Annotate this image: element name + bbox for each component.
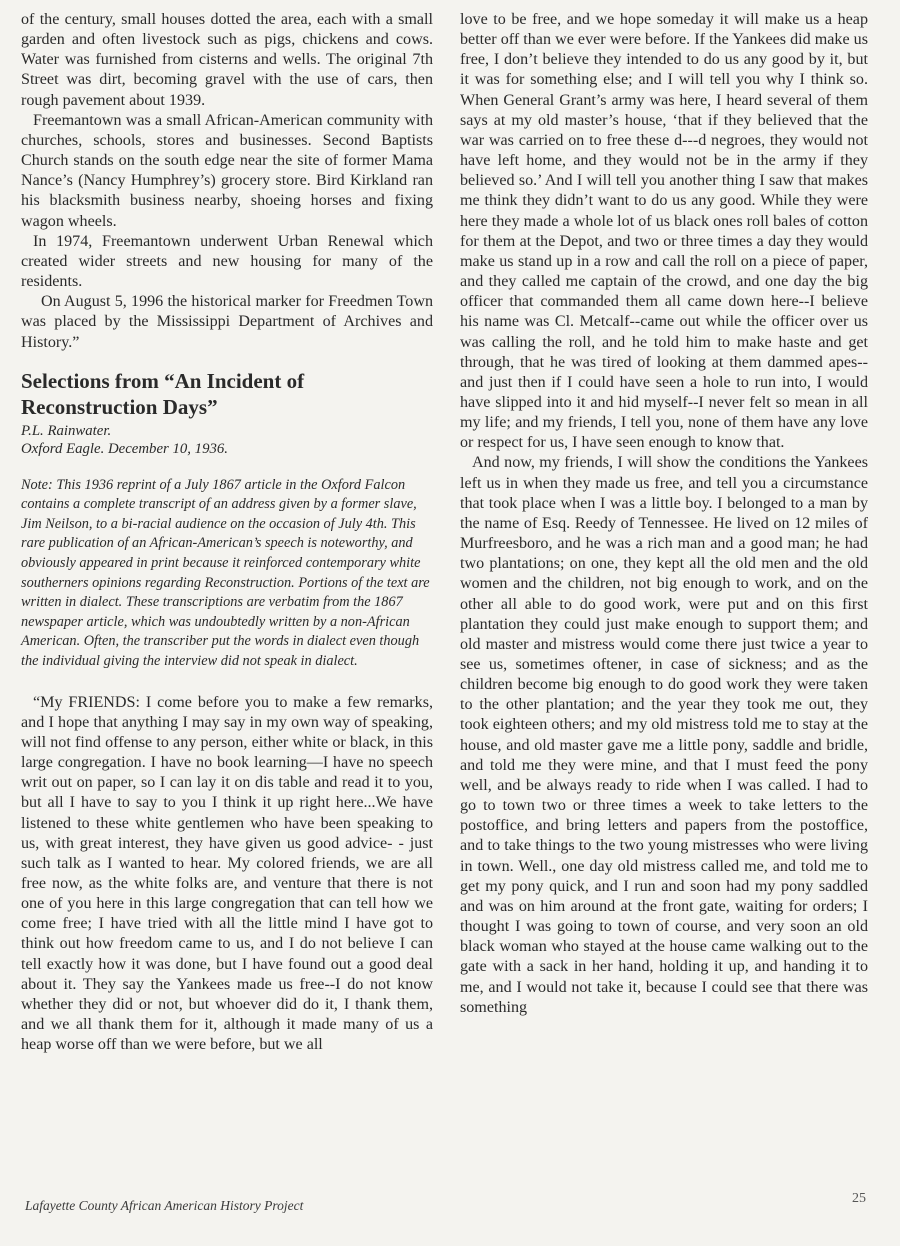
paragraph: In 1974, Freemantown underwent Urban Renewal which created wider streets and new housing for many of the residents. — [21, 232, 433, 291]
paragraph: And now, my friends, I will show the conditions the Yankees left us in when they made us free, and tell you a circumstance that took place when I was a little boy. I belonged to a man by the name of Esq. Reedy of Tennessee. He lived on 12 miles of Murfreesboro, and he was a rich man and a good man; he had two plantations; on one, they kept all the old men and the old women and the children, not big enough to work, and on the other all able to do good work, were put and on this first plantation they could just make enough to support them; and old master and mistress would come there just twice a year to see us, sometimes oftener, in case of sickness; and as the children become big enough to do good work they were taken to the other plantation; and the year they took me out, they took eighteen others; and my old mistress told me to stay at the house, and old master gave me a little pony, saddle and bridle, and told me they were mine, and that I must feed the pony well, and be always ready to ride when I was called. I had to go to town two or three times a week to take letters to the postoffice, and bring letters and papers from the postoffice, and to take things to the two young mistresses who were living in town. Well., one day old mistress called me, and told me to get my pony quick, and I run and soon had my pony saddled and was on him around at the front gate, waiting for orders; I thought I was going to town of course, and very soon an old black woman who stayed at the house came walking out to the gate with a sack in her hand, holding it up, and handing it to me, and I would not take it, because I could see that there was something — [460, 454, 868, 1016]
byline-source: Oxford Eagle. December 10, 1936. — [21, 440, 228, 457]
editor-note: Note: This 1936 reprint of a July 1867 article in the Oxford Falcon contains a complete transcript of an address given by a former slave, Jim Neilson, to a bi-racial audience on the occasion of July 4th. This rare publication of an African-American’s speech is noteworthy, and obviously appeared in print because it reinforced contemporary white southerners opinions regarding Reconstruction. Portions of the text are written in dialect. These transcriptions are verbatim from the 1867 newspaper article, which was undoubtedly written by a non-African American. Often, the transcriber put the words in dialect even though the individual giving the interview did not speak in dialect. — [21, 476, 430, 669]
paragraph: of the century, small houses dotted the area, each with a small garden and often livestock such as pigs, chickens and cows. Water was furnished from cisterns and wells. The original 7th Street was dirt, becoming gravel with the use of cars, then rough pavement about 1939. — [21, 11, 433, 109]
paragraph: Freemantown was a small African-American community with churches, schools, stores and businesses. Second Baptists Church stands on the south edge near the site of former Mama Nance’s (Nancy Humphrey’s) grocery store. Bird Kirkland ran his blacksmith business nearby, shoeing horses and fixing wagon wheels. — [21, 111, 433, 230]
byline — [21, 422, 433, 458]
footer-project-title: Lafayette County African American History Project — [25, 1198, 304, 1213]
paragraph: On August 5, 1996 the historical marker for Freedmen Town was placed by the Mississippi Department of Archives and History.” — [21, 293, 433, 351]
left-column — [21, 10, 433, 1055]
paragraph: love to be free, and we hope someday it will make us a heap better off than we ever were before. If the Yankees did make us free, I don’t believe they intended to do us any good by it, but it was for something else; and I will tell you why I think so. When General Grant’s army was here, I heard several of them says at my old master’s house, ‘that if they believed that the war was carried on to free these d---d negroes, they would not have left home, and they would not be in the army if they believed so.’ And I will tell you another thing I saw that makes me think they didn’t want to do us any good. While they were here they made a whole lot of us black ones roll bales of cotton for them at the Depot, and two or three times a day they would make us stand up in a row and call the roll on a piece of paper, and they called me captain of the crowd, and one day the big officer that commanded them all came down here--I believe his name was Cl. Metcalf--came out while the officer over us was calling the roll, and he told him to make haste and get through, that he was tired of looking at them dammed apes--and just then if I could have seen a hole to run into, I would have slipped into it and hid myself--I never felt so mean in all my life; and my friends, I tell you, none of them have any love or respect for us, I have seen enough to know that. — [460, 11, 868, 452]
page-number: 25 — [852, 1191, 866, 1206]
section-heading: Selections from “An Incident of Reconstruction Days” — [21, 368, 305, 419]
right-column — [460, 10, 868, 1018]
speech-text: “My FRIENDS: I come before you to make a few remarks, and I hope that anything I may say in my own way of speaking, will not find offense to any person, either white or black, in this large congregation. I have no book learning—I have no speech writ out on paper, so I can lay it on dis table and read it to you, but all I have to say to you I think it up right here...We have listened to these white gentlemen who have been speaking to us, with great interest, they have given us good advice- - just such talk as I wanted to hear. My colored friends, we are all free now, as the white folks are, and venture that there is not one of you here in this large congregation that can tell how we come free; I have tried with all the little mind I have got to think out how freedom came to us, and I do not believe I can tell exactly how it was done, but I have found out a good deal about it. They say the Yankees made us free--I do not know whether they did or not, but whoever did do it, I thank them, and we all thank them for it, although it made many of us a heap worse off than we were before, but we all — [21, 693, 433, 1054]
byline-author: P.L. Rainwater. — [21, 422, 112, 439]
